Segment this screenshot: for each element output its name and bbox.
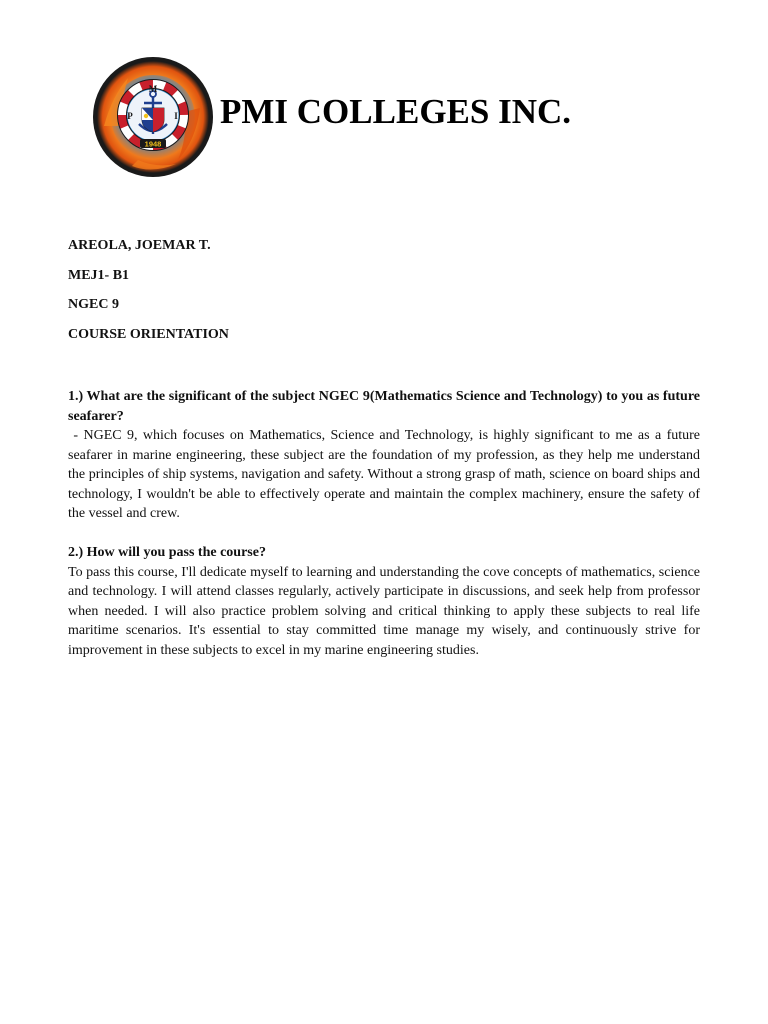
- qa-body: [68, 387, 704, 660]
- student-name: AREOLA, JOEMAR T.: [68, 238, 211, 253]
- pmi-colleges-seal-icon: [92, 56, 214, 178]
- subject-code: NGEC 9: [68, 297, 119, 312]
- activity-title: COURSE ORIENTATION: [68, 326, 229, 342]
- student-section: MEJ1- B1: [68, 267, 130, 283]
- question-1: 1.) What are the significant of the subject NGEC 9(Mathematics Science and Technology) to you as future seafarer?: [68, 389, 700, 424]
- qa-section-2: [68, 543, 700, 660]
- svg-text:I: I: [174, 111, 178, 121]
- answer-1: - NGEC 9, which focuses on Mathematics, Science and Technology, is highly significant to me as a future seafarer in marine engineering, these subject are the foundation of my profession, as they help me understand the principles of ship systems, navigation and safety. Without a strong grasp of math, science on board ships and technology, I wouldn't be able to effectively operate and maintain the complex machinery, ensure the safety of the vessel and crew.: [68, 428, 704, 521]
- document-header: [92, 56, 652, 180]
- svg-text:1948: 1948: [144, 139, 162, 149]
- question-2: 2.) How will you pass the course?: [68, 545, 266, 560]
- answer-2: To pass this course, I'll dedicate myself to learning and understanding the cove concepts of mathematics, science and technology. I will attend classes regularly, actively participate in discussions, and seek help from professor when needed. I will also practice problem solving and critical thinking to apply these subjects to real life maritime scenarios. It's essential to stay committed time manage my wisely, and continuously strive for improvement in these subjects to excel in my marine engineering studies.: [68, 564, 700, 658]
- student-info-block: [68, 236, 708, 354]
- qa-section-1: [68, 387, 704, 524]
- school-name: PMI COLLEGES INC.: [220, 92, 572, 131]
- svg-text:P: P: [127, 111, 133, 121]
- svg-text:M: M: [148, 84, 158, 94]
